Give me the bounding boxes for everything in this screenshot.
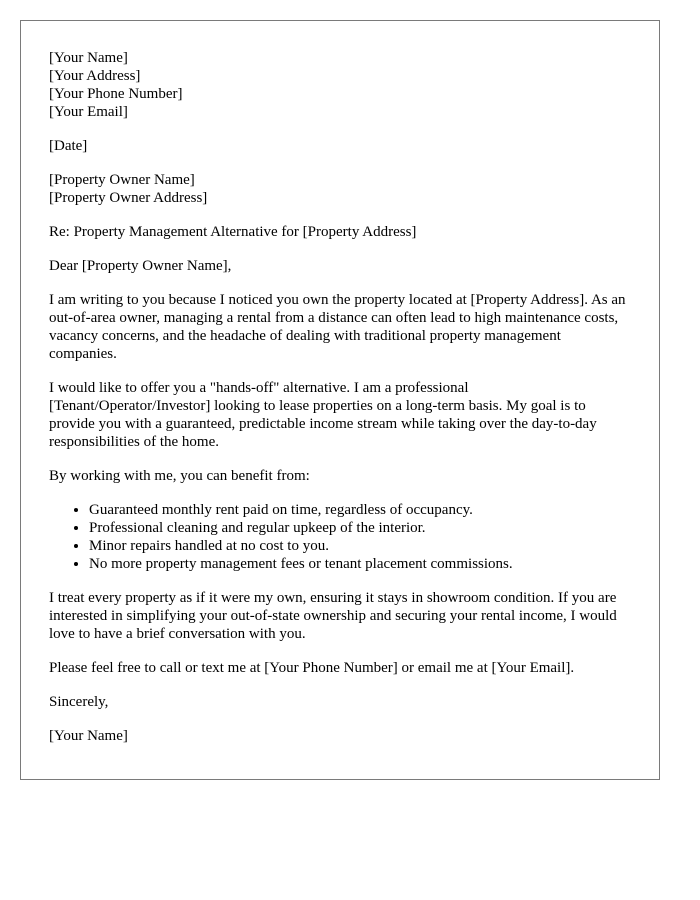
letter-page <box>20 20 660 780</box>
body-paragraph: I would like to offer you a "hands-off" alternative. I am a professional [Tenant/Operator/Investor] looking to lease properties on a long-term basis. My goal is to provide you with a guaranteed, predictable income stream while taking over the day-to-day responsibilities of the home. <box>49 380 597 450</box>
list-item: • Guaranteed monthly rent paid on time, regardless of occupancy. <box>89 501 631 519</box>
recipient-address: [Property Owner Address] <box>49 190 208 206</box>
list-item: • Minor repairs handled at no cost to you. <box>89 537 631 555</box>
signature: [Your Name] <box>49 728 128 744</box>
body-paragraph: I treat every property as if it were my own, ensuring it stays in showroom condition. If you are interested in simplifying your out-of-state ownership and securing your rental income, I would love to have a brief conversation with you. <box>49 590 617 642</box>
salutation: Dear [Property Owner Name], <box>49 258 232 274</box>
subject-line: Re: Property Management Alternative for [Property Address] <box>49 224 417 240</box>
benefits-list <box>49 501 631 573</box>
sender-address: [Your Address] <box>49 68 141 84</box>
sender-email: [Your Email] <box>49 104 128 120</box>
sender-block <box>49 49 631 121</box>
body-paragraph: Please feel free to call or text me at [Your Phone Number] or email me at [Your Email]. <box>49 660 575 676</box>
list-item: • No more property management fees or tenant placement commissions. <box>89 555 631 573</box>
signoff: Sincerely, <box>49 694 109 710</box>
sender-phone: [Your Phone Number] <box>49 86 183 102</box>
recipient-block <box>49 171 631 207</box>
sender-name: [Your Name] <box>49 50 128 66</box>
date-block <box>49 137 631 155</box>
body-paragraph: By working with me, you can benefit from: <box>49 468 310 484</box>
letter-date: [Date] <box>49 138 88 154</box>
list-item: • Professional cleaning and regular upkeep of the interior. <box>89 519 631 537</box>
recipient-name: [Property Owner Name] <box>49 172 195 188</box>
body-paragraph: I am writing to you because I noticed you own the property located at [Property Address]. As an out-of-area owner, managing a rental from a distance can often lead to high maintenance costs, vacancy concerns, and the headache of dealing with traditional property management companies. <box>49 292 626 362</box>
